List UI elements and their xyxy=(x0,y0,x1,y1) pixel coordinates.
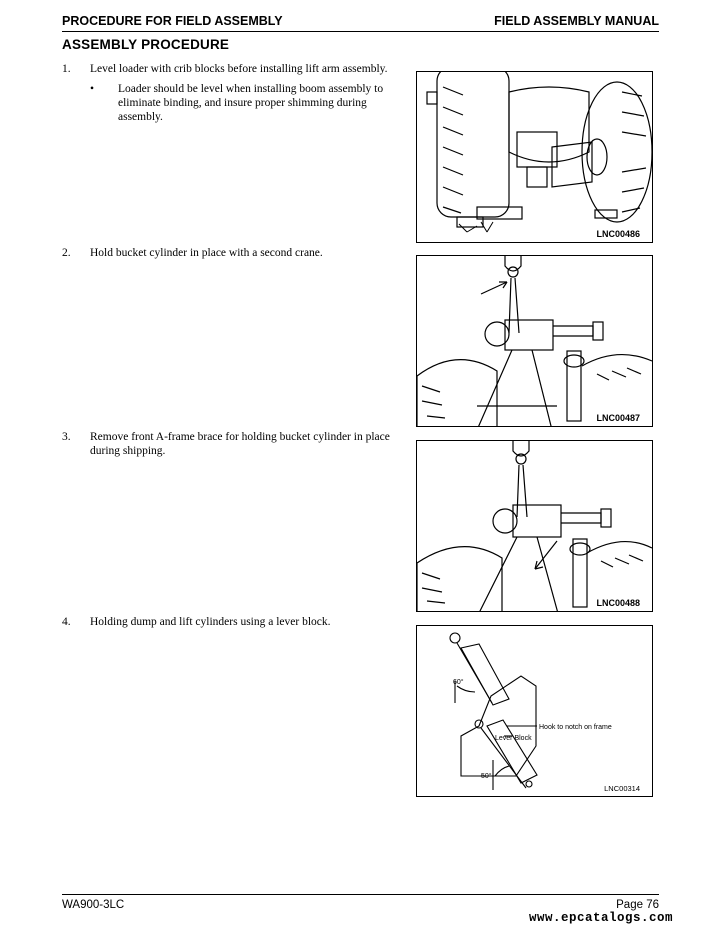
a-frame-brace-illustration xyxy=(417,441,652,611)
angle-bottom-label: 50° xyxy=(481,773,492,780)
step-number: 2. xyxy=(62,247,71,259)
step-number: 4. xyxy=(62,616,71,628)
model-number: WA900-3LC xyxy=(62,899,125,911)
figure-code: LNC00486 xyxy=(596,229,640,239)
loader-crib-blocks-illustration xyxy=(417,72,652,242)
step-number: 1. xyxy=(62,63,71,75)
watermark: www.epcatalogs.com xyxy=(528,911,673,925)
header-right: FIELD ASSEMBLY MANUAL xyxy=(494,14,659,28)
footer-rule xyxy=(62,894,659,895)
hook-label: Hook to notch on frame xyxy=(539,724,612,731)
page-number: Page 76 xyxy=(616,899,659,911)
step-number: 3. xyxy=(62,431,71,443)
figure-code: LNC00487 xyxy=(596,413,640,423)
section-title: ASSEMBLY PROCEDURE xyxy=(62,37,230,52)
page-header xyxy=(62,14,659,30)
figure-lnc00314 xyxy=(416,625,653,797)
angle-top-label: 60° xyxy=(453,679,464,686)
figure-lnc00486 xyxy=(416,71,653,243)
step-text: Holding dump and lift cylinders using a lever block. xyxy=(90,616,331,628)
figure-lnc00488 xyxy=(416,440,653,612)
step-text: Hold bucket cylinder in place with a second crane. xyxy=(90,247,323,259)
bullet-dot: • xyxy=(90,83,95,95)
step-text: Level loader with crib blocks before installing lift arm assembly. xyxy=(90,63,388,75)
header-left: PROCEDURE FOR FIELD ASSEMBLY xyxy=(62,14,283,28)
figure-lnc00487 xyxy=(416,255,653,427)
lever-block-cylinders-illustration xyxy=(417,626,652,796)
bucket-cylinder-crane-illustration xyxy=(417,256,652,426)
bullet-text: Loader should be level when installing boom assembly to eliminate binding, and insure proper shimming during assembly. xyxy=(118,83,384,123)
lever-block-label: Lever Block xyxy=(495,735,532,742)
header-rule xyxy=(62,31,659,32)
figure-code: LNC00488 xyxy=(596,598,640,608)
figure-code: LNC00314 xyxy=(604,784,640,793)
step-text: Remove front A-frame brace for holding bucket cylinder in place during shipping. xyxy=(90,431,390,457)
